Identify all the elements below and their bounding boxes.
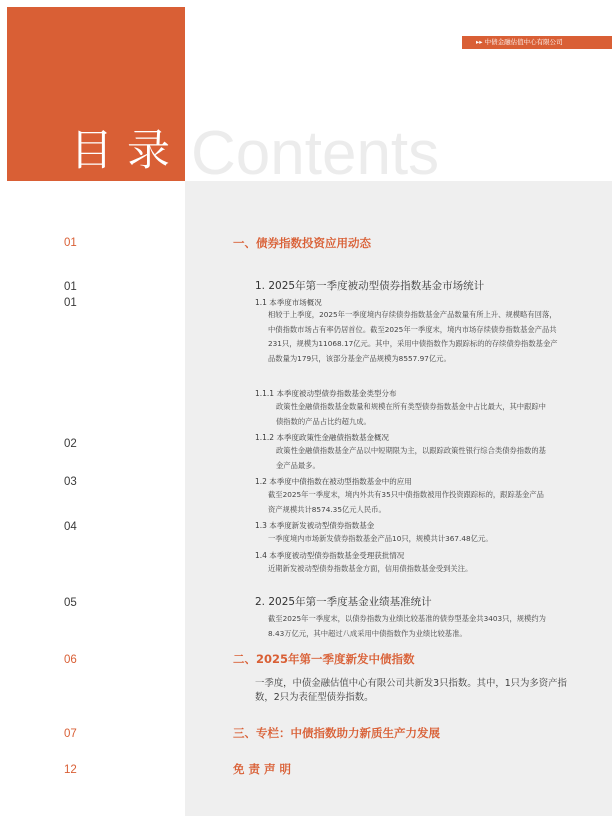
toc-page-number: 03 (64, 476, 77, 488)
toc-section-title[interactable]: 一、债券指数投资应用动态 (233, 236, 371, 250)
toc-page-number: 01 (64, 281, 77, 293)
toc-section-title[interactable]: 二、2025年第一季度新发中债指数 (233, 652, 415, 666)
page-title-en: Contents (191, 119, 440, 188)
toc-entry-summary: 截至2025年一季度末，以债券指数为业绩比较基准的债券型基金共3403只，规模约为8.43万亿元，其中超过八成采用中债指数作为业绩比较基准。 (268, 614, 546, 638)
toc-entry-summary: 政策性金融债指数基金数量和规模在所有类型债券指数基金中占比最大，其中跟踪中债指数的产品占比约超九成。 (276, 402, 546, 426)
toc-entry-summary: 一季度，中债金融估值中心有限公司共新发3只指数。其中，1只为多资产指数，2只为表征型债券指数。 (255, 678, 567, 703)
toc-entry-summary: 一季度境内市场新发债券指数基金产品10只，规模共计367.48亿元。 (268, 534, 493, 543)
toc-entry-title[interactable]: 1.3 本季度新发被动型债券指数基金 (255, 521, 375, 530)
toc-entry-title[interactable]: 1.4 本季度被动型债券指数基金受理获批情况 (255, 551, 405, 560)
toc-entry-title[interactable]: 1.1 本季度市场概况 (255, 298, 322, 307)
brand-banner: ▸▸ 中债金融估值中心有限公司 (462, 36, 612, 49)
toc-entry-summary: 截至2025年一季度末，境内外共有35只中债指数被用作投资跟踪标的，跟踪基金产品资产规模共计8574.35亿元人民币。 (268, 490, 544, 514)
toc-subsection-title[interactable]: 1. 2025年第一季度被动型债券指数基金市场统计 (255, 280, 485, 292)
toc-page-number: 05 (64, 597, 77, 609)
toc-section-title[interactable]: 三、专栏：中债指数助力新质生产力发展 (233, 726, 440, 740)
toc-entry-title[interactable]: 1.1.2 本季度政策性金融债指数基金概况 (255, 433, 389, 442)
toc-page-number: 06 (64, 654, 77, 666)
page-title-cn: 目录 (70, 126, 184, 176)
toc-page-number: 04 (64, 521, 77, 533)
toc-page-number: 02 (64, 438, 77, 450)
toc-page-number: 01 (64, 297, 77, 309)
toc-page-number: 07 (64, 728, 77, 740)
toc-section-title[interactable]: 免 责 声 明 (233, 762, 292, 776)
toc-subsection-title[interactable]: 2. 2025年第一季度基金业绩基准统计 (255, 596, 432, 608)
toc-page-number: 01 (64, 237, 77, 249)
toc-entry-title[interactable]: 1.1.1 本季度被动型债券指数基金类型分布 (255, 389, 397, 398)
toc-entry-summary: 相较于上季度，2025年一季度境内存续债券指数基金产品数量有所上升、规模略有回落，中债指数市场占有率仍居首位。截至2025年一季度末，境内市场存续债券指数基金产品共231只，规模为11068.17亿元。其中，采用中债指数作为跟踪标的的存续债券指数基金产品数量为179只，该部分基金产品规模为8557.97亿元。 (268, 310, 558, 363)
toc-entry-summary: 政策性金融债指数基金产品以中短期限为主，以跟踪政策性银行综合类债券指数的基金产品最多。 (276, 446, 546, 470)
toc-entry-summary: 近期新发被动型债券指数基金方面，信用债指数基金受到关注。 (268, 564, 473, 573)
toc-entry-title[interactable]: 1.2 本季度中债指数在被动型指数基金中的应用 (255, 477, 412, 486)
toc-page-number: 12 (64, 764, 77, 776)
